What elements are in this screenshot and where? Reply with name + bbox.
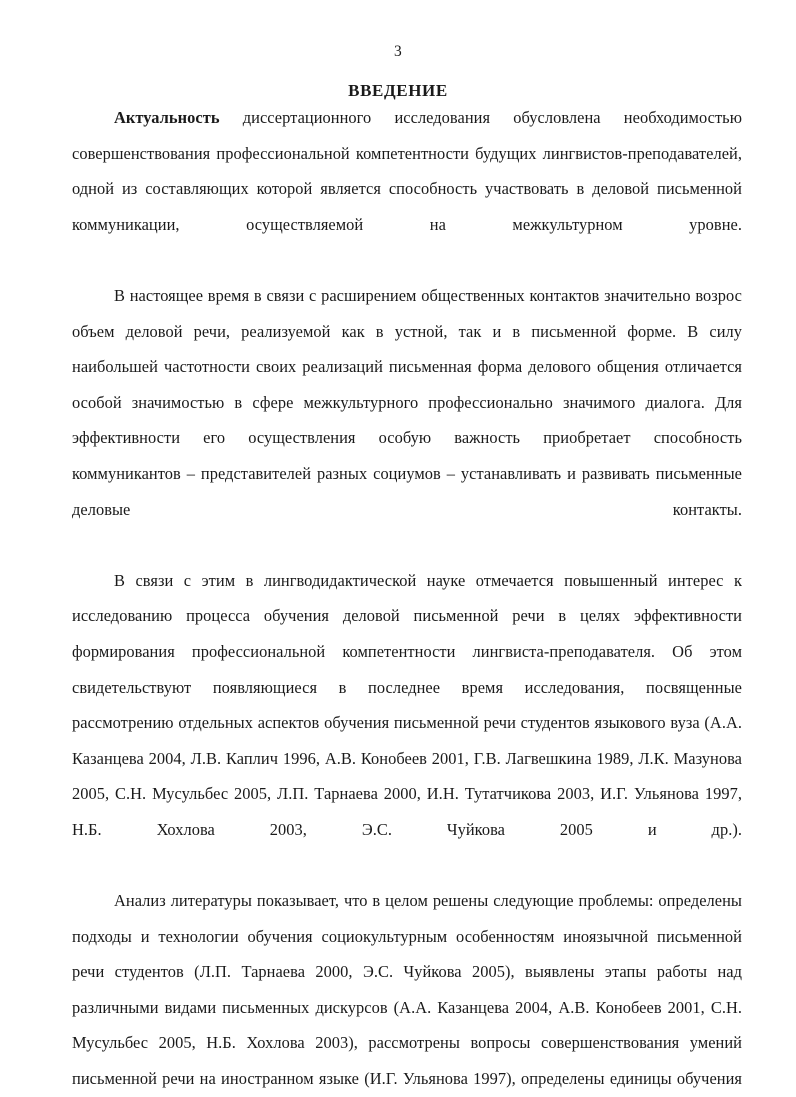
paragraph-literature-analysis: Анализ литературы показывает, что в целом решены следующие проблемы: определены подходы и технологии обучения социокультурным особенностям иноязычной письменной речи студентов (Л.П. Тарнаева 2000, Э.С. Чуйкова 2005), выявлены этапы работы над различными видами письменных дискурсов (А.А. Казанцева 2004, А.В. Конобеев 2001, С.Н. Мусульбес 2005, Н.Б. Хохлова 2003), рассмотрены вопросы совершенствования умений письменной речи на иностранном языке (И.Г. Ульянова 1997), определены единицы обучения	[72, 891, 742, 1089]
document-body	[72, 100, 742, 1097]
page-title: ВВЕДЕНИЕ	[348, 81, 448, 101]
paragraph-text: диссертационного исследования обусловлена необходимостью совершенствования профессиональной компетентности будущих лингвистов-преподавателей, одной из составляющих которой является способность участвовать в деловой письменной коммуникации, осуществляемой на межкультурном уровне.	[72, 108, 742, 234]
paragraph-linguodidactics: В связи с этим в лингводидактической науке отмечается повышенный интерес к исследованию процесса обучения деловой письменной речи в целях эффективности формирования профессиональной компетентности лингвиста-преподавателя. Об этом свидетельствуют появляющиеся в последнее время исследования, посвященные рассмотрению отдельных аспектов обучения письменной речи студентов языкового вуза (А.А. Казанцева 2004, Л.В. Каплич 1996, А.В. Конобеев 2001, Г.В. Лагвешкина 1989, Л.К. Мазунова 2005, С.Н. Мусульбес 2005, Л.П. Тарнаева 2000, И.Н. Тутатчикова 2003, И.Г. Ульянова 1997, Н.Б. Хохлова 2003, Э.С. Чуйкова 2005 и др.).	[72, 570, 742, 839]
paragraph-actuality	[72, 100, 742, 278]
paragraph-current-time: В настоящее время в связи с расширением общественных контактов значительно возрос объем деловой речи, реализуемой как в устной, так и в письменной форме. В силу наибольшей частотности своих реализаций письменная форма делового общения отличается особой значимостью в сфере межкультурного профессионально значимого диалога. Для эффективности его осуществления особую важность приобретает способность коммуникантов – представителей разных социумов – устанавливать и развивать письменные деловые контакты.	[72, 285, 742, 519]
paragraph-lead-term: Актуальность	[114, 108, 220, 127]
page-number: 3	[394, 43, 402, 60]
